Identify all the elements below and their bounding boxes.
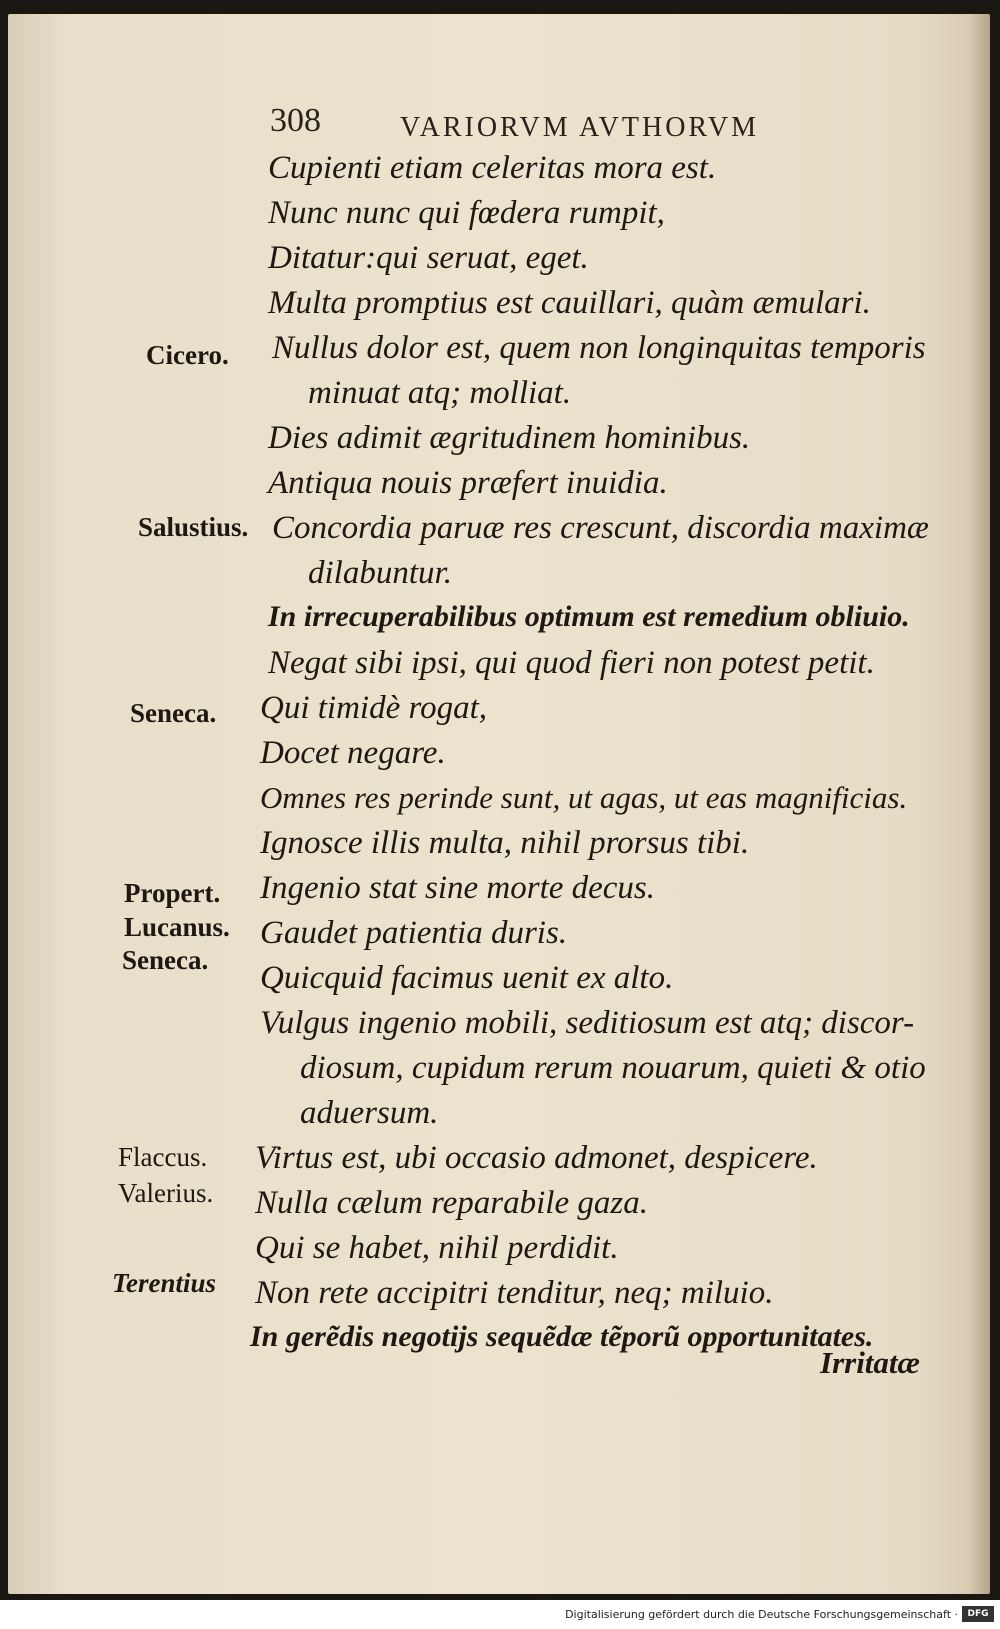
page-number: 308 xyxy=(270,102,321,139)
author-margin-note: Seneca. xyxy=(122,945,209,975)
page-header xyxy=(270,102,870,150)
author-margin-note: Seneca. xyxy=(130,698,217,728)
text-line: aduersum. xyxy=(300,1095,439,1131)
author-margin-note: Valerius. xyxy=(118,1178,214,1208)
text-line: Vulgus ingenio mobili, seditiosum est atq; discor- xyxy=(260,1005,915,1041)
text-line: Ingenio stat sine morte decus. xyxy=(260,870,656,906)
text-line: Antiqua nouis præfert inuidia. xyxy=(268,465,668,501)
footer-credit: Digitalisierung gefördert durch die Deutsche Forschungsgemeinschaft · xyxy=(565,1608,958,1621)
text-line: minuat atq; molliat. xyxy=(308,375,572,411)
text-line: Cupienti etiam celeritas mora est. xyxy=(268,150,717,186)
text-line: Nunc nunc qui fœdera rumpit, xyxy=(268,195,665,231)
text-line: In irrecuperabilibus optimum est remedium obliuio. xyxy=(268,600,910,633)
page-edge-shadow xyxy=(968,14,990,1594)
author-margin-note: Terentius xyxy=(112,1268,217,1298)
author-margin-note: Salustius. xyxy=(138,512,249,542)
text-line: Omnes res perinde sunt, ut agas, ut eas magnificias. xyxy=(260,780,908,815)
author-margin-note: Cicero. xyxy=(146,340,229,370)
author-margin-note: Propert. xyxy=(124,878,221,908)
text-line: Non rete accipitri tenditur, neq; miluio. xyxy=(255,1275,774,1311)
text-line: Concordia paruæ res crescunt, discordia maximæ xyxy=(272,510,929,546)
catchword: Irritatæ xyxy=(820,1345,920,1380)
text-line: Qui se habet, nihil perdidit. xyxy=(255,1230,619,1266)
text-line: Nulla cælum reparabile gaza. xyxy=(255,1185,648,1221)
text-line: Nullus dolor est, quem non longinquitas temporis xyxy=(272,330,926,366)
text-line: dilabuntur. xyxy=(308,555,452,591)
text-line: Multa promptius est cauillari, quàm æmulari. xyxy=(268,285,871,321)
author-margin-note: Flaccus. xyxy=(118,1142,208,1172)
text-line: Negat sibi ipsi, qui quod fieri non potest petit. xyxy=(268,645,875,681)
running-title: VARIORVM AVTHORVM xyxy=(400,112,759,143)
dfg-logo: DFG xyxy=(962,1606,994,1622)
text-line: Quicquid facimus uenit ex alto. xyxy=(260,960,674,996)
text-line: Qui timidè rogat, xyxy=(260,690,488,726)
text-line: Gaudet patientia duris. xyxy=(260,915,568,951)
text-line: Dies adimit ægritudinem hominibus. xyxy=(268,420,751,456)
author-margin-note: Lucanus. xyxy=(124,912,230,942)
text-line: Ignosce illis multa, nihil prorsus tibi. xyxy=(260,825,750,861)
text-line: Docet negare. xyxy=(260,735,446,771)
text-line: diosum, cupidum rerum nouarum, quieti & otio xyxy=(300,1050,926,1086)
footer-bar xyxy=(0,1600,1000,1629)
text-line: Virtus est, ubi occasio admonet, despicere. xyxy=(255,1140,818,1176)
text-line: In gerẽdis negotijs sequẽdæ tẽporũ opportunitates. xyxy=(250,1320,874,1353)
text-line: Ditatur:qui seruat, eget. xyxy=(268,240,589,276)
